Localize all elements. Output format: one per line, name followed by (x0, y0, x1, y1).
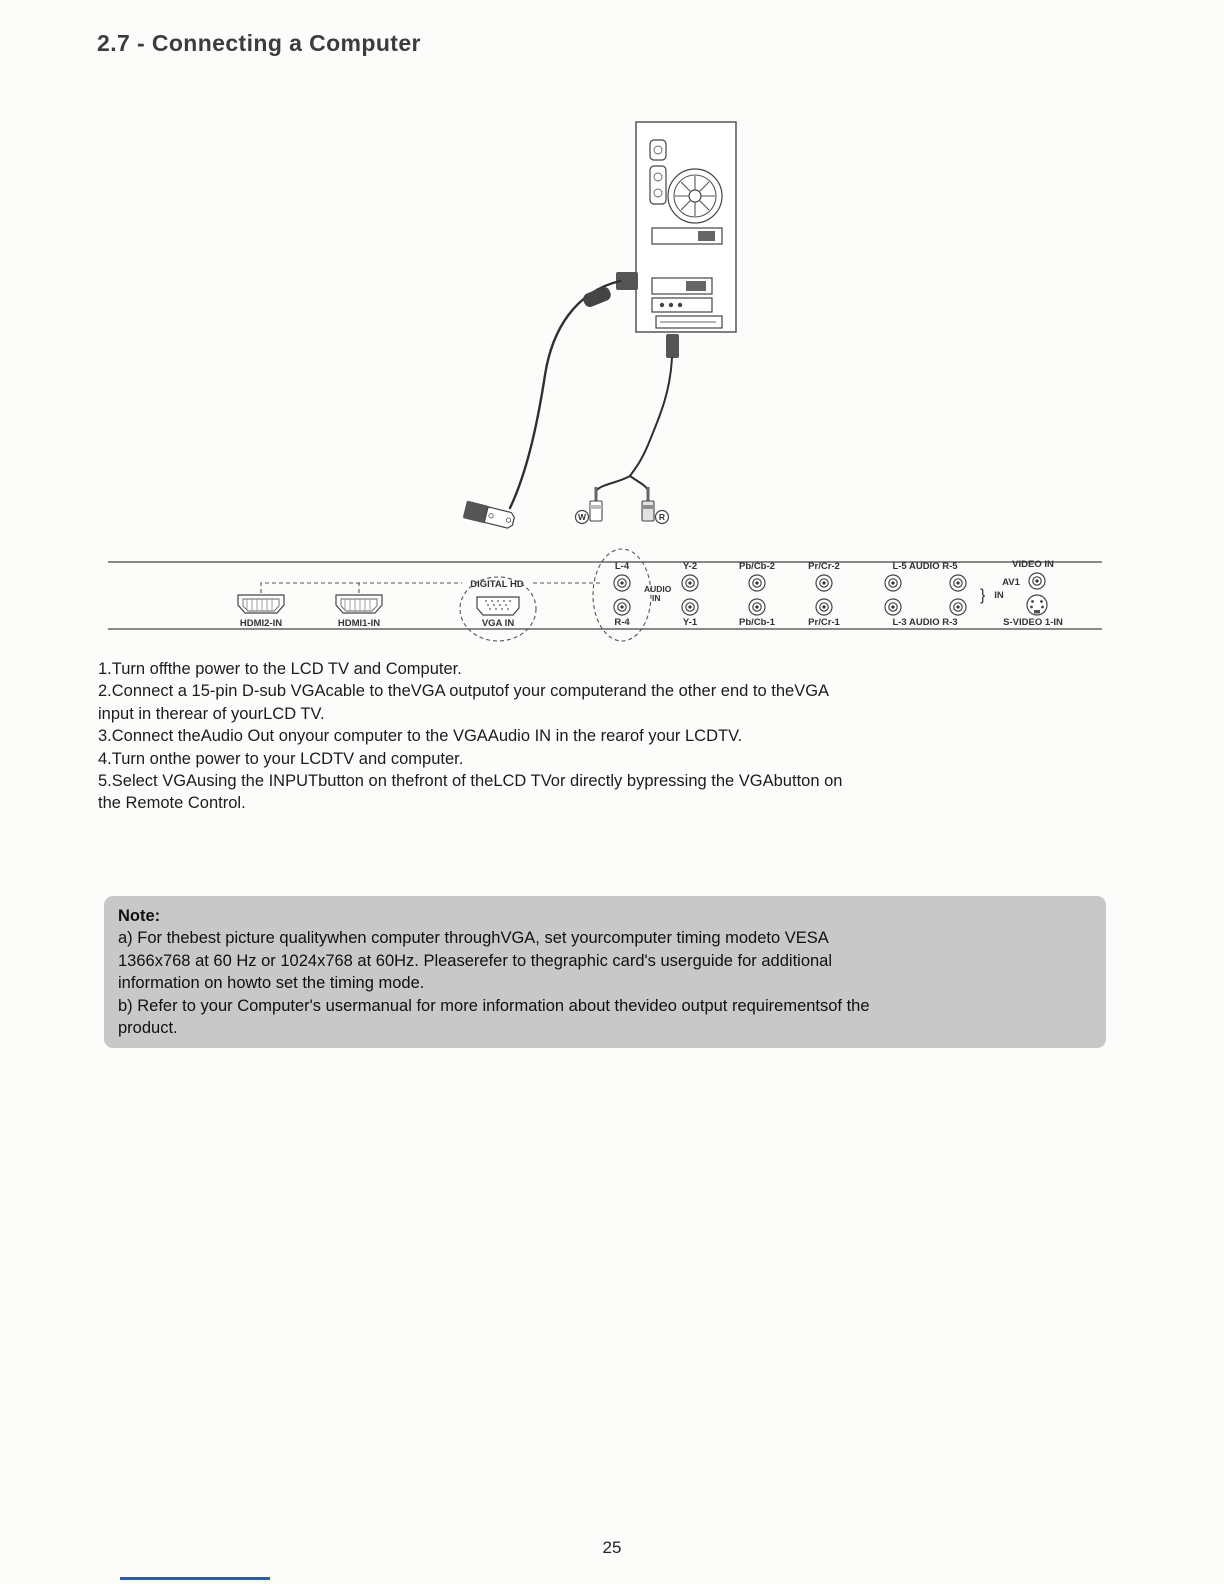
label-l4: L-4 (614, 561, 630, 572)
label-l5r5: L-5 AUDIO R-5 (892, 561, 958, 572)
audio-cable (576, 334, 680, 524)
instructions-block (98, 658, 1148, 815)
vga-cable (463, 272, 638, 530)
jack-l4 (614, 575, 630, 591)
note-line: b) Refer to your Computer's usermanual for more information about thevideo output requirementsof the (118, 996, 870, 1015)
label-hdmi2: HDMI2-IN (239, 618, 283, 629)
plug-label-w: W (577, 512, 587, 522)
artifact-blue-line (120, 1577, 270, 1580)
rca-plug-red (642, 487, 669, 524)
jack-prcr1 (816, 599, 832, 615)
instruction-line: 1.Turn offthe power to the LCD TV and Computer. (98, 660, 462, 678)
computer-tower (636, 122, 736, 332)
label-vga-in: VGA IN (481, 618, 515, 629)
label-svideo: S-VIDEO 1-IN (1003, 617, 1063, 628)
label-prcr1: Pr/Cr-1 (808, 617, 840, 628)
jack-r4 (614, 599, 630, 615)
label-hdmi1: HDMI1-IN (337, 618, 381, 629)
label-video-in: VIDEO IN (1012, 559, 1054, 570)
jack-l5 (885, 575, 901, 591)
brace-glyph: } (980, 587, 986, 604)
note-label: Note: (118, 907, 161, 925)
instruction-line: 2.Connect a 15-pin D-sub VGAcable to theVGA outputof your computerand the other end to theVGA (98, 682, 830, 701)
label-l3r3: L-3 AUDIO R-3 (892, 617, 958, 628)
instruction-line: 3.Connect theAudio Out onyour computer to the VGAAudio IN in the rearof your LCDTV. (98, 727, 743, 746)
instruction-line: the Remote Control. (98, 794, 246, 813)
vga-in-port (477, 597, 519, 615)
jack-y2 (682, 575, 698, 591)
jack-l3 (885, 599, 901, 615)
note-line: 1366x768 at 60 Hz or 1024x768 at 60Hz. Pleaserefer to thegraphic card's userguide for additional (118, 951, 833, 970)
hdmi1-port (336, 595, 382, 613)
jack-r5 (950, 575, 966, 591)
hdmi2-port (238, 595, 284, 613)
jack-y1 (682, 599, 698, 615)
label-y1: Y-1 (682, 617, 698, 628)
jack-av1 (1029, 573, 1045, 589)
section-title: 2.7 - Connecting a Computer (97, 30, 421, 56)
tower-fan-grille (668, 169, 722, 223)
rca-plug-white (576, 487, 603, 524)
label-av1: AV1 (1002, 577, 1020, 588)
plug-label-r: R (658, 512, 666, 522)
label-pbcb2: Pb/Cb-2 (739, 561, 775, 572)
vga-connector (463, 500, 516, 530)
tower-port-small-1 (650, 140, 666, 160)
instruction-line: 5.Select VGAusing the INPUTbutton on thefront of theLCD TVor directly bypressing the VGAbutton on (98, 772, 843, 791)
label-y2: Y-2 (682, 561, 698, 572)
label-pbcb1: Pb/Cb-1 (739, 617, 775, 628)
label-digital-hd: DIGITAL HD (470, 579, 524, 590)
audio-cable-plug (666, 334, 679, 358)
note-line: information on howto set the timing mode. (118, 974, 425, 993)
svideo-port (1027, 595, 1047, 615)
instruction-line: 4.Turn onthe power to your LCDTV and computer. (98, 749, 464, 768)
jack-r3 (950, 599, 966, 615)
instruction-line: input in therear of yourLCD TV. (98, 704, 325, 723)
label-r4: R-4 (614, 617, 630, 628)
jack-pbcb2 (749, 575, 765, 591)
tv-rear-panel (108, 549, 1102, 641)
connection-diagram (0, 95, 1224, 655)
note-line: a) For thebest picture qualitywhen computer throughVGA, set yourcomputer timing modeto VESA (118, 929, 829, 948)
tower-port-small-2 (650, 166, 666, 204)
label-in-group: IN (994, 590, 1004, 601)
note-line: product. (118, 1019, 178, 1038)
jack-pbcb1 (749, 599, 765, 615)
label-prcr2: Pr/Cr-2 (808, 561, 840, 572)
jack-prcr2 (816, 575, 832, 591)
label-audio-word: AUDIO (644, 584, 672, 594)
note-box (104, 896, 1106, 1048)
page-number: 25 (602, 1538, 622, 1557)
label-in-word: IN (652, 593, 661, 603)
